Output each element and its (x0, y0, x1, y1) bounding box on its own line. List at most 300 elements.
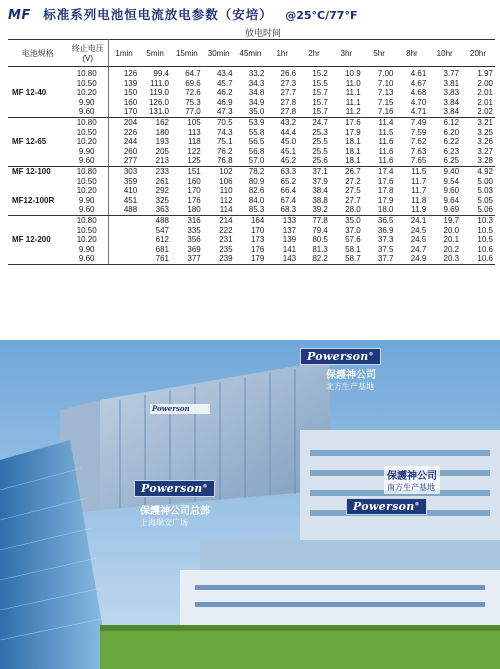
current-cell: 15.7 (312, 97, 328, 107)
discharge-time-caption: 放电时间 (244, 28, 281, 38)
current-cell: 24.1 (410, 215, 427, 225)
current-cell: 547 (155, 225, 169, 235)
current-cell: 133 (282, 215, 297, 225)
current-cell: 226 (123, 127, 138, 137)
voltage-cell: 10.20 (67, 235, 108, 245)
current-cell: 303 (123, 166, 138, 176)
current-cell: 180 (171, 205, 203, 215)
current-cell: 26.7 (345, 166, 361, 176)
current-cell: 27.5 (345, 186, 361, 196)
current-cell: 335 (187, 225, 201, 235)
current-cell: 58.1 (345, 244, 361, 254)
hq-label (140, 502, 210, 528)
current-cell: 64.7 (185, 69, 201, 78)
current-cell: 6.12 (443, 117, 460, 127)
current-cell: 34.9 (248, 97, 265, 107)
col-time: 1min (108, 40, 139, 67)
current-cell: 43.2 (280, 117, 297, 127)
model-cell (8, 128, 67, 138)
current-cell: 11.6 (363, 156, 396, 166)
current-cell: 4.68 (410, 88, 427, 98)
discharge-table (8, 39, 495, 265)
current-cell: 45.1 (280, 146, 297, 156)
current-cell: 82.2 (298, 254, 330, 264)
current-cell: 205 (155, 146, 169, 156)
current-cell: 369 (187, 244, 201, 254)
current-cell: 6.25 (428, 156, 461, 166)
model-cell (8, 67, 67, 79)
table-row (8, 215, 495, 225)
current-cell: 36.9 (377, 225, 394, 235)
current-cell: 9.69 (428, 205, 461, 215)
current-cell: 80.5 (312, 235, 328, 245)
table-row (8, 98, 495, 108)
col-time: 10hr (428, 40, 461, 67)
current-cell: 82.6 (248, 186, 265, 196)
current-cell: 612 (155, 235, 169, 245)
current-cell: 3.28 (461, 156, 495, 166)
current-cell: 25.5 (312, 137, 328, 147)
col-time: 30min (203, 40, 235, 67)
current-cell: 57.6 (345, 235, 361, 245)
current-cell (108, 226, 139, 236)
current-cell: 126 (123, 69, 138, 78)
current-cell: 68.3 (266, 205, 298, 215)
test-condition: @25°C/77°F (285, 9, 358, 22)
current-cell: 37.9 (312, 176, 328, 186)
table-row (8, 186, 495, 196)
current-cell: 24.7 (410, 244, 427, 254)
current-cell: 10.9 (345, 69, 361, 78)
current-cell: 27.8 (280, 97, 297, 107)
current-cell: 10.6 (461, 254, 495, 264)
col-time: 20hr (461, 40, 495, 67)
current-cell: 260 (123, 146, 138, 156)
current-cell: 137 (282, 225, 297, 235)
current-cell: 176 (250, 244, 265, 254)
current-cell: 213 (139, 156, 171, 166)
current-cell: 27.2 (345, 176, 361, 186)
model-cell (8, 107, 67, 117)
current-cell: 47.3 (203, 107, 235, 117)
model-cell (8, 147, 67, 157)
voltage-cell: 9.90 (67, 147, 108, 157)
model-cell (8, 98, 67, 108)
logo-text: Powerson (353, 500, 415, 513)
current-cell: 11.0 (345, 78, 361, 88)
current-cell: 2.02 (461, 107, 495, 117)
brand-prefix: MF (8, 8, 31, 23)
current-cell: 11.5 (411, 166, 427, 176)
current-cell: 5.03 (477, 186, 493, 196)
hq-sub: 上海瑞安广场 (140, 518, 188, 527)
current-cell: 75.3 (185, 97, 201, 107)
current-cell: 15.7 (312, 88, 328, 98)
current-cell: 11.4 (378, 117, 394, 127)
current-cell: 105 (187, 117, 201, 127)
voltage-cell: 10.50 (67, 128, 108, 138)
north-company-name: 保護神公司 (326, 370, 376, 381)
model-cell (8, 177, 67, 187)
current-cell: 17.6 (377, 176, 394, 186)
current-cell: 316 (187, 215, 201, 225)
current-cell: 26.6 (280, 69, 297, 78)
col-time: 2hr (298, 40, 330, 67)
current-cell: 76.2 (216, 146, 233, 156)
current-cell: 10.5 (477, 235, 493, 245)
current-cell: 4.61 (410, 69, 427, 78)
current-cell: 20.1 (443, 235, 460, 245)
voltage-cell: 9.60 (67, 107, 108, 117)
current-cell: 488 (155, 215, 169, 225)
current-cell: 46.2 (216, 88, 233, 98)
current-cell: 114 (203, 205, 235, 215)
voltage-cell: 9.60 (67, 156, 108, 166)
current-cell: 11.7 (411, 186, 427, 196)
table-row (8, 226, 495, 236)
current-cell: 45.7 (216, 78, 233, 88)
table-row (8, 254, 495, 264)
current-cell: 24.7 (312, 117, 328, 127)
current-cell: 11.1 (345, 97, 361, 107)
table-row (8, 117, 495, 127)
current-cell: 3.77 (443, 69, 460, 78)
current-cell: 3.81 (443, 78, 460, 88)
current-cell: 24.9 (395, 254, 428, 264)
logo-text: Powerson (307, 350, 369, 363)
current-cell: 9.40 (443, 166, 460, 176)
current-cell: 53.9 (248, 117, 265, 127)
hq-company-name: 保護神公司总部 (140, 506, 210, 517)
current-cell: 37.1 (312, 166, 328, 176)
current-cell: 79.4 (312, 225, 328, 235)
current-cell: 28.0 (330, 205, 363, 215)
current-cell: 84.0 (248, 195, 265, 205)
voltage-cell: 9.90 (67, 196, 108, 206)
current-cell: 77.8 (312, 215, 328, 225)
current-cell: 55.8 (248, 127, 265, 137)
current-cell: 7.16 (363, 107, 396, 117)
current-cell: 7.63 (410, 146, 427, 156)
south-company-name: 保護神公司 (387, 471, 437, 482)
current-cell: 2.01 (477, 97, 493, 107)
current-cell: 6.23 (443, 146, 460, 156)
current-cell: 4.70 (410, 97, 427, 107)
current-cell: 69.6 (185, 78, 201, 88)
current-cell: 7.10 (377, 78, 394, 88)
current-cell: 39.2 (298, 205, 330, 215)
current-cell: 106 (219, 176, 233, 186)
current-cell: 18.1 (345, 146, 361, 156)
current-cell: 410 (123, 186, 138, 196)
current-cell: 76.8 (203, 156, 235, 166)
current-cell: 9.60 (443, 186, 460, 196)
table-row (8, 245, 495, 255)
page-title: 标准系列电池恒电流放电参数（安培） (43, 7, 273, 22)
current-cell: 11.5 (378, 127, 394, 137)
model-cell (8, 205, 67, 215)
current-cell: 75.1 (216, 137, 233, 147)
col-time: 1hr (266, 40, 298, 67)
current-cell: 204 (123, 117, 138, 127)
current-cell: 35.0 (235, 107, 267, 117)
current-cell: 9.54 (443, 176, 460, 186)
current-cell: 377 (171, 254, 203, 264)
table-body (8, 67, 495, 265)
table-header-row (8, 40, 495, 67)
current-cell: 5.06 (461, 205, 495, 215)
table-row (8, 205, 495, 215)
current-cell: 170 (187, 186, 201, 196)
voltage-cell: 10.80 (67, 67, 108, 79)
current-cell: 112 (219, 195, 233, 205)
current-cell: 3.84 (428, 107, 461, 117)
current-cell: 10.3 (477, 215, 493, 225)
current-cell: 160 (187, 176, 201, 186)
table-row (8, 147, 495, 157)
current-cell: 11.9 (395, 205, 428, 215)
south-base-sub: 南方生产基地 (387, 483, 435, 492)
current-cell: 111.0 (150, 78, 169, 88)
page-header (8, 5, 357, 25)
current-cell: 63.3 (280, 166, 297, 176)
north-base-sub: 北方生产基地 (326, 382, 374, 391)
current-cell: 81.3 (312, 244, 328, 254)
current-cell: 7.59 (410, 127, 427, 137)
current-cell: 25.5 (312, 146, 328, 156)
current-cell: 173 (250, 235, 265, 245)
current-cell: 451 (123, 195, 138, 205)
current-cell: 27.8 (266, 107, 298, 117)
current-cell: 150 (123, 88, 138, 98)
current-cell: 17.4 (377, 166, 394, 176)
current-cell: 27.7 (345, 195, 361, 205)
table-row (8, 67, 495, 79)
current-cell (108, 254, 139, 264)
current-cell: 80.9 (248, 176, 265, 186)
current-cell: 19.7 (443, 215, 460, 225)
current-cell: 3.27 (477, 146, 493, 156)
current-cell: 18.1 (345, 137, 361, 147)
model-cell (8, 117, 67, 127)
south-base-label (384, 466, 440, 494)
table-row (8, 196, 495, 206)
col-time: 3hr (330, 40, 363, 67)
current-cell: 141 (282, 244, 297, 254)
current-cell: 24.5 (410, 235, 427, 245)
col-time: 45min (235, 40, 267, 67)
current-cell: 176 (187, 195, 201, 205)
current-cell: 25.6 (298, 156, 330, 166)
col-time: 8hr (395, 40, 428, 67)
current-cell: 34.8 (248, 88, 265, 98)
model-cell: MF 12-100 (12, 166, 51, 176)
current-cell: 170 (108, 107, 139, 117)
current-cell: 193 (155, 137, 169, 147)
current-cell: 160 (123, 97, 138, 107)
current-cell: 99.4 (153, 69, 169, 78)
voltage-cell: 10.80 (67, 117, 108, 127)
voltage-cell: 10.50 (67, 79, 108, 89)
current-cell: 356 (187, 235, 201, 245)
current-cell: 10.6 (477, 244, 493, 254)
current-cell: 761 (139, 254, 171, 264)
table-row (8, 88, 495, 98)
current-cell: 78.2 (248, 166, 265, 176)
table-row (8, 79, 495, 89)
current-cell: 113 (188, 127, 201, 137)
col-time: 15min (171, 40, 203, 67)
model-cell: MF12-100R (12, 195, 55, 205)
current-cell: 5.00 (477, 176, 493, 186)
voltage-cell: 10.50 (67, 177, 108, 187)
current-cell: 180 (155, 127, 169, 137)
voltage-cell: 10.20 (67, 137, 108, 147)
current-cell: 3.26 (477, 137, 493, 147)
current-cell (108, 235, 139, 245)
current-cell: 222 (219, 225, 233, 235)
current-cell: 325 (155, 195, 169, 205)
current-cell: 7.62 (410, 137, 427, 147)
current-cell: 25.3 (312, 127, 328, 137)
model-cell (8, 186, 67, 196)
current-cell: 118 (188, 137, 201, 147)
current-cell: 3.83 (443, 88, 460, 98)
current-cell: 231 (219, 235, 233, 245)
current-cell: 102 (219, 166, 233, 176)
current-cell: 235 (219, 244, 233, 254)
current-cell: 70.5 (216, 117, 233, 127)
model-cell: MF 12-65 (12, 137, 47, 147)
current-cell: 44.4 (280, 127, 297, 137)
current-cell: 11.7 (411, 176, 427, 186)
col-time: 5hr (363, 40, 396, 67)
current-cell: 56.8 (248, 146, 265, 156)
current-cell: 15.7 (298, 107, 330, 117)
current-cell: 10.5 (477, 225, 493, 235)
current-cell: 277 (108, 156, 139, 166)
current-cell: 57.0 (235, 156, 267, 166)
current-cell: 35.0 (345, 215, 361, 225)
current-cell: 681 (155, 244, 169, 254)
current-cell: 37.7 (363, 254, 396, 264)
current-cell: 37.0 (345, 225, 361, 235)
current-cell: 110 (219, 186, 233, 196)
current-cell: 7.13 (377, 88, 394, 98)
current-cell: 139 (123, 78, 138, 88)
current-cell: 85.3 (235, 205, 267, 215)
current-cell: 4.92 (477, 166, 493, 176)
voltage-cell: 9.90 (67, 98, 108, 108)
current-cell: 131.0 (139, 107, 171, 117)
model-cell (8, 226, 67, 236)
current-cell: 33.2 (248, 69, 265, 78)
current-cell: 15.2 (312, 69, 328, 78)
current-cell: 363 (139, 205, 171, 215)
current-cell: 17.8 (377, 186, 394, 196)
current-cell: 72.6 (185, 88, 201, 98)
current-cell: 37.5 (377, 244, 394, 254)
current-cell: 7.65 (395, 156, 428, 166)
current-cell: 17.6 (345, 117, 361, 127)
current-cell: 3.84 (443, 97, 460, 107)
current-cell: 20.0 (443, 225, 460, 235)
current-cell: 11.2 (330, 107, 363, 117)
model-cell: MF 12-200 (12, 235, 51, 245)
table-row (8, 235, 495, 245)
table-row (8, 166, 495, 176)
logo-hq: Powerson® (134, 480, 215, 497)
current-cell: 11.1 (345, 88, 361, 98)
model-cell (8, 156, 67, 166)
table-row (8, 177, 495, 187)
current-cell: 66.4 (280, 186, 297, 196)
current-cell: 58.7 (330, 254, 363, 264)
current-cell: 5.05 (477, 195, 493, 205)
table-row (8, 156, 495, 166)
current-cell: 56.5 (248, 137, 265, 147)
current-cell: 2.01 (477, 88, 493, 98)
model-cell (8, 215, 67, 225)
current-cell: 7.49 (410, 117, 427, 127)
current-cell: 139 (282, 235, 297, 245)
current-cell: 179 (235, 254, 267, 264)
current-cell: 233 (155, 166, 169, 176)
current-cell: 214 (219, 215, 233, 225)
current-cell: 74.3 (216, 127, 233, 137)
voltage-cell: 10.50 (67, 226, 108, 236)
current-cell: 4.67 (410, 78, 427, 88)
current-cell: 7.15 (377, 97, 394, 107)
current-cell: 18.0 (363, 205, 396, 215)
current-cell: 20.3 (428, 254, 461, 264)
current-cell: 162 (155, 117, 169, 127)
current-cell (108, 245, 139, 255)
current-cell: 3.21 (477, 117, 493, 127)
current-cell: 38.4 (312, 186, 328, 196)
current-cell: 122 (187, 146, 201, 156)
current-cell: 37.3 (377, 235, 394, 245)
current-cell: 67.4 (280, 195, 297, 205)
voltage-cell: 10.80 (67, 166, 108, 176)
current-cell: 34.3 (248, 78, 265, 88)
current-cell: 17.9 (345, 127, 361, 137)
voltage-cell: 9.90 (67, 245, 108, 255)
voltage-cell: 10.20 (67, 186, 108, 196)
current-cell: 11.8 (411, 195, 427, 205)
current-cell: 359 (123, 176, 138, 186)
current-cell: 119.0 (149, 88, 169, 98)
current-cell: 18.1 (330, 156, 363, 166)
current-cell: 36.5 (377, 215, 394, 225)
table-row (8, 128, 495, 138)
current-cell: 151 (187, 166, 201, 176)
current-cell: 15.5 (312, 78, 328, 88)
voltage-cell: 10.20 (67, 88, 108, 98)
current-cell: 65.2 (280, 176, 297, 186)
current-cell: 1.97 (477, 69, 493, 78)
current-cell: 170 (250, 225, 265, 235)
current-cell: 77.0 (171, 107, 203, 117)
model-cell (8, 79, 67, 89)
current-cell: 244 (123, 137, 138, 147)
current-cell: 143 (266, 254, 298, 264)
current-cell: 46.9 (216, 97, 233, 107)
logo-text: Powerson (141, 482, 203, 495)
model-cell: MF 12-40 (12, 88, 47, 98)
voltage-cell: 9.60 (67, 205, 108, 215)
current-cell: 45.2 (266, 156, 298, 166)
